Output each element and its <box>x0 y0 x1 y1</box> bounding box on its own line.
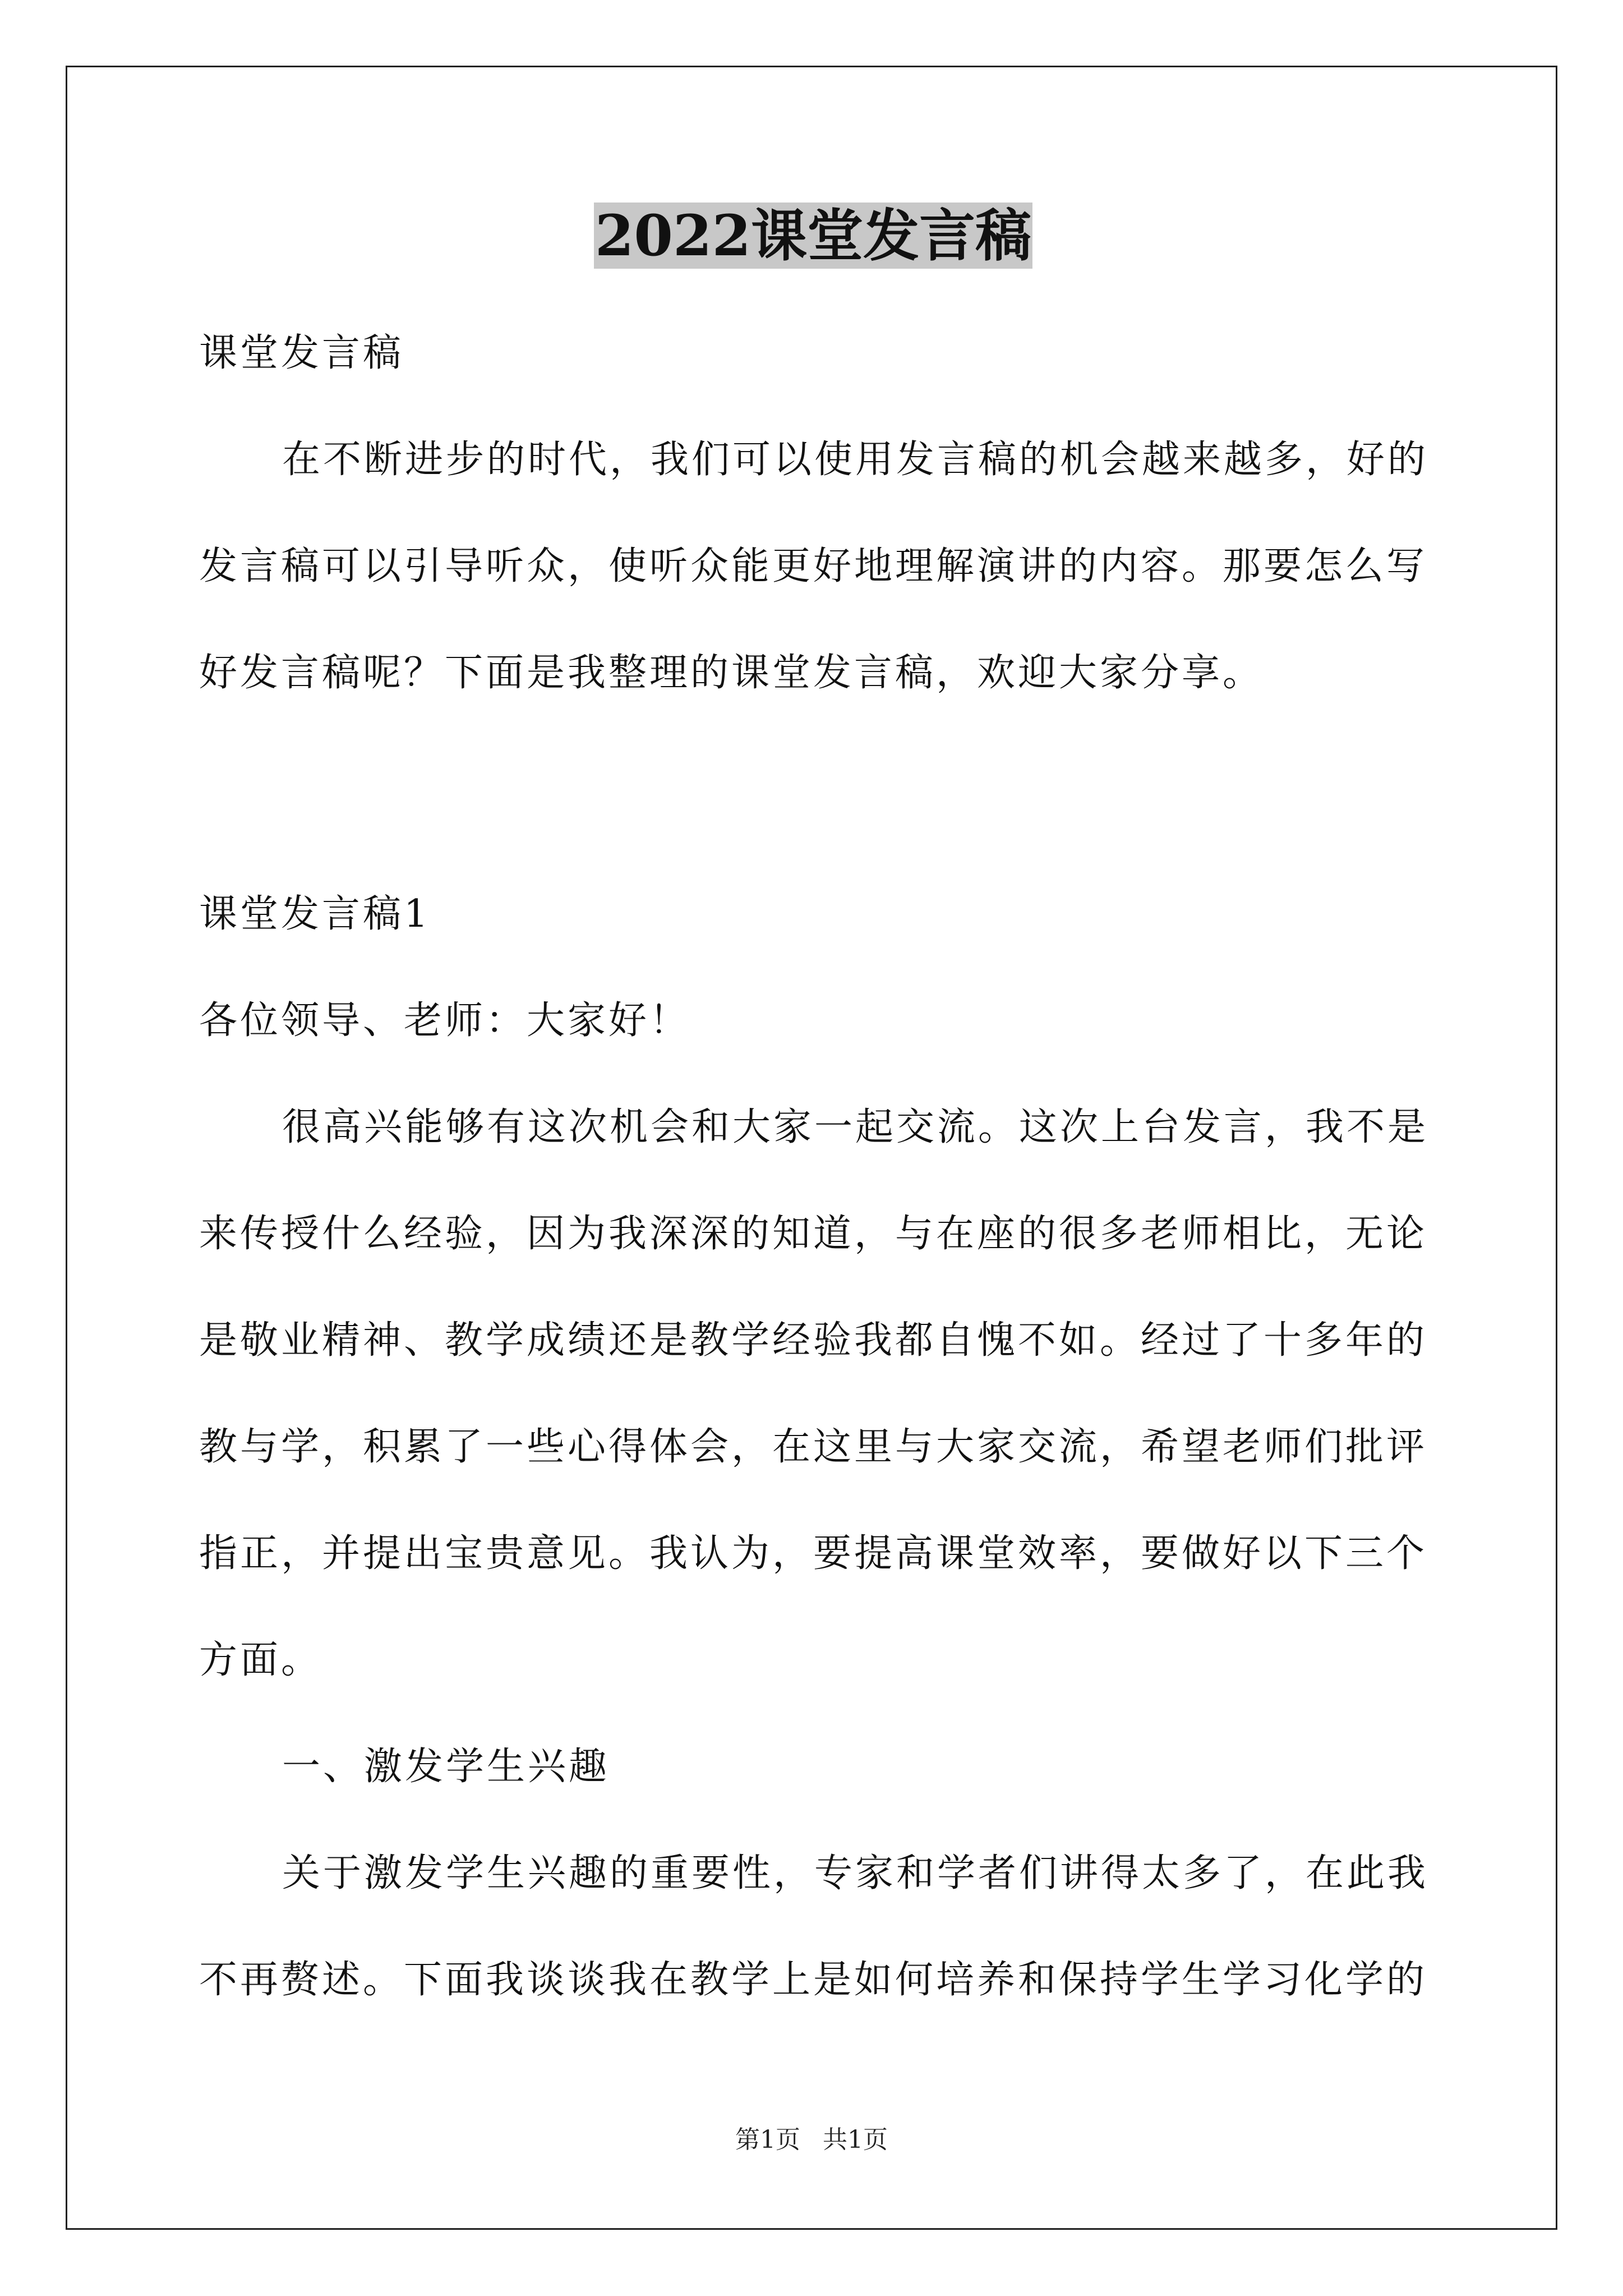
page-footer <box>0 2123 1623 2157</box>
heading1: 一、激发学生兴趣 <box>282 1745 610 1789</box>
page-number: 第1页 <box>735 2125 800 2154</box>
greeting: 各位领导、老师：大家好！ <box>199 999 691 1043</box>
document-title <box>199 196 1427 275</box>
paragraph1-line-6: 方面。 <box>199 1638 322 1682</box>
paragraph2-line-1: 关于激发学生兴趣的重要性，专家和学者们讲得太多了，在此我 <box>282 1851 1429 1895</box>
paragraph2-line-2: 不再赘述。下面我谈谈我在教学上是如何培养和保持学生学习化学的 <box>199 1958 1428 2002</box>
paragraph1-line-2: 来传授什么经验，因为我深深的知道，与在座的很多老师相比，无论 <box>199 1212 1428 1256</box>
paragraph1-line-4: 教与学，积累了一些心得体会，在这里与大家交流，希望老师们批评 <box>199 1425 1428 1469</box>
intro-line-2: 发言稿可以引导听众，使听众能更好地理解演讲的内容。那要怎么写 <box>199 544 1428 588</box>
paragraph1-line-3: 是敬业精神、教学成绩还是教学经验我都自愧不如。经过了十多年的 <box>199 1318 1428 1363</box>
subtitle: 课堂发言稿 <box>199 331 404 375</box>
document-title-text: 2022课堂发言稿 <box>594 203 1032 269</box>
intro-line-1: 在不断进步的时代，我们可以使用发言稿的机会越来越多，好的 <box>282 438 1429 482</box>
page-total: 共1页 <box>823 2125 888 2154</box>
intro-line-3: 好发言稿呢？下面是我整理的课堂发言稿，欢迎大家分享。 <box>199 651 1264 695</box>
paragraph1-line-1: 很高兴能够有这次机会和大家一起交流。这次上台发言，我不是 <box>282 1105 1429 1149</box>
section-title: 课堂发言稿1 <box>199 892 431 936</box>
paragraph1-line-5: 指正，并提出宝贵意见。我认为，要提高课堂效率，要做好以下三个 <box>199 1531 1428 1576</box>
